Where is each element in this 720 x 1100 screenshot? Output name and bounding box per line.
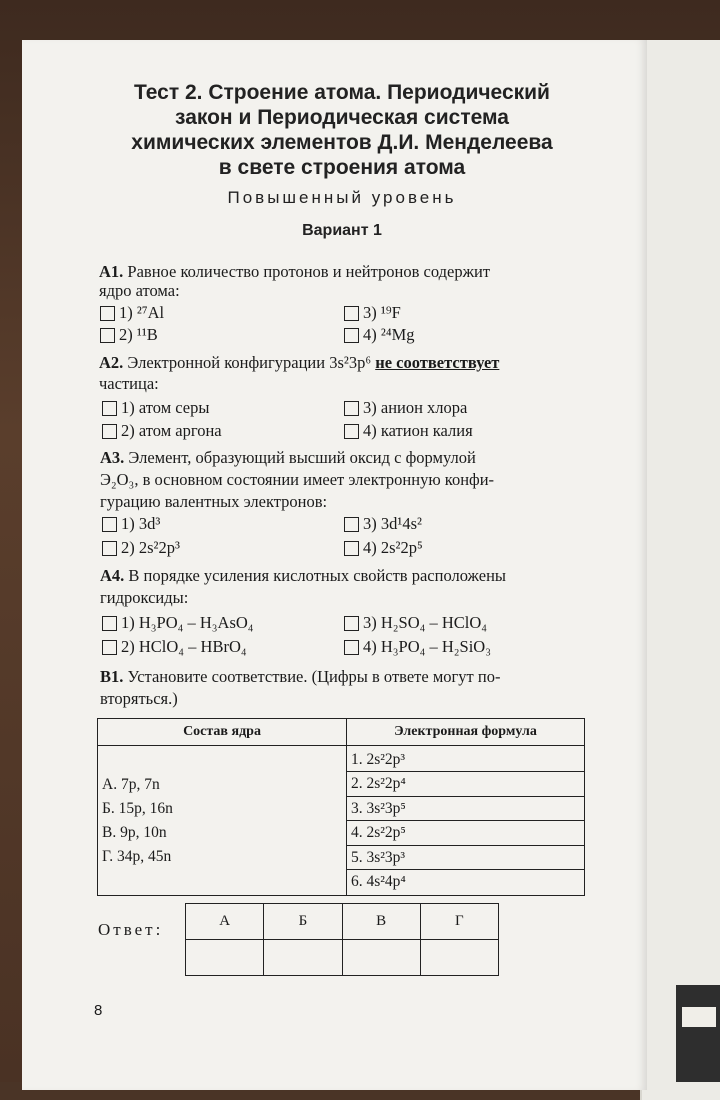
variant-heading: Вариант 1: [302, 222, 382, 239]
answer-cell-g[interactable]: [420, 940, 498, 976]
checkbox[interactable]: [102, 541, 117, 556]
checkbox[interactable]: [100, 306, 115, 321]
answer-col-header: А: [186, 904, 264, 940]
checkbox[interactable]: [344, 541, 359, 556]
a1-option-2[interactable]: [100, 325, 158, 345]
option-label: 2) ¹¹B: [119, 325, 158, 344]
thumbnail-image: [682, 1007, 716, 1027]
checkbox[interactable]: [102, 640, 117, 655]
a4-option-1[interactable]: [102, 613, 254, 633]
option-label: 1) атом серы: [121, 398, 210, 417]
answer-col-header: Г: [420, 904, 498, 940]
question-a3-text: [100, 448, 476, 468]
checkbox[interactable]: [102, 424, 117, 439]
question-a1-line2: ядро атома:: [99, 281, 180, 300]
question-b1-text: [100, 667, 500, 687]
a2-option-2[interactable]: [102, 421, 222, 441]
a4-option-4[interactable]: [344, 637, 491, 657]
a2-option-1[interactable]: [102, 398, 209, 418]
formula-item: 2. 2s²2p⁴: [347, 772, 584, 797]
option-label: 4) катион калия: [363, 421, 473, 440]
title-line: химических элементов Д.И. Менделеева: [131, 131, 553, 154]
a2-option-3[interactable]: [344, 398, 467, 418]
composition-item: А. 7p, 7n: [102, 775, 160, 793]
question-a3-line2: Э₂О₃, в основном состоянии имеет электронную конфи-: [100, 470, 495, 489]
a3-option-2[interactable]: [102, 538, 180, 558]
col-header-formula: Электронная формула: [347, 719, 585, 746]
question-a4-line1: В порядке усиления кислотных свойств расположены: [128, 566, 506, 585]
checkbox[interactable]: [344, 401, 359, 416]
answer-label: Ответ:: [98, 920, 164, 939]
question-a3-line1: Элемент, образующий высший оксид с формулой: [128, 448, 476, 467]
answer-cell-a[interactable]: [186, 940, 264, 976]
option-label: 2) HClO₄ – HBrO₄: [121, 637, 247, 656]
checkbox[interactable]: [344, 306, 359, 321]
composition-item: Г. 34p, 45n: [102, 847, 172, 865]
formula-item: 5. 3s²3p³: [347, 846, 584, 871]
question-a2-emphasis: не соответствует: [375, 353, 500, 372]
answer-cell-v[interactable]: [342, 940, 420, 976]
option-label: 2) атом аргона: [121, 421, 222, 440]
checkbox[interactable]: [102, 401, 117, 416]
option-label: 3) анион хлора: [363, 398, 468, 417]
page-title: [82, 80, 602, 180]
question-a2-line1: Электронной конфигурации 3s²3p⁶: [127, 353, 376, 372]
formula-item: 3. 3s²3p⁵: [347, 797, 584, 822]
question-a1-text: [99, 262, 490, 282]
difficulty-level: Повышенный уровень: [227, 188, 457, 207]
thumbnail-overlay: [676, 985, 720, 1082]
option-label: 3) 3d¹4s²: [363, 514, 422, 533]
question-a2-line2: частица:: [99, 374, 159, 393]
a3-option-3[interactable]: [344, 514, 422, 534]
a1-option-4[interactable]: [344, 325, 415, 345]
a3-option-1[interactable]: [102, 514, 160, 534]
title-line: в свете строения атома: [218, 156, 466, 179]
a3-option-4[interactable]: [344, 538, 423, 558]
checkbox[interactable]: [344, 640, 359, 655]
a4-option-2[interactable]: [102, 637, 247, 657]
option-label: 1) ²⁷Al: [119, 303, 165, 322]
formulas-cell: [347, 746, 585, 896]
a1-option-3[interactable]: [344, 303, 401, 323]
answer-cell-b[interactable]: [264, 940, 342, 976]
checkbox[interactable]: [344, 424, 359, 439]
compositions-cell: [98, 746, 347, 896]
book-page: [22, 40, 647, 1090]
option-label: 2) 2s²2p³: [121, 538, 180, 557]
title-line: Тест 2. Строение атома. Периодический: [134, 81, 550, 104]
option-label: 4) H₃PO₄ – H₂SiO₃: [363, 637, 491, 656]
composition-item: Б. 15p, 16n: [102, 799, 173, 817]
question-b1-line2: вторяться.): [100, 689, 178, 708]
question-b1-line1: Установите соответствие. (Цифры в ответе могут по-: [127, 667, 501, 686]
title-line: закон и Периодическая система: [175, 106, 509, 129]
checkbox[interactable]: [344, 616, 359, 631]
question-a3-label: А3.: [100, 448, 125, 467]
answer-col-header: Б: [264, 904, 342, 940]
formula-item: 6. 4s²4p⁴: [351, 873, 406, 890]
composition-item: В. 9p, 10n: [102, 823, 167, 841]
a2-option-4[interactable]: [344, 421, 473, 441]
question-a2-text: [99, 353, 499, 373]
matching-table: [97, 718, 585, 896]
formula-item: 4. 2s²2p⁵: [347, 821, 584, 846]
option-label: 4) ²⁴Mg: [363, 325, 415, 344]
question-b1-label: В1.: [100, 667, 124, 686]
formula-item: 1. 2s²2p³: [347, 748, 584, 773]
option-label: 4) 2s²2p⁵: [363, 538, 423, 557]
question-a1-line1: Равное количество протонов и нейтронов содержит: [127, 262, 491, 281]
col-header-composition: Состав ядра: [98, 719, 347, 746]
adjacent-page: [640, 40, 720, 1100]
question-a2-label: А2.: [99, 353, 124, 372]
answer-grid: [185, 903, 499, 976]
question-a1-label: А1.: [99, 262, 124, 281]
question-a4-label: А4.: [100, 566, 125, 585]
answer-col-header: В: [342, 904, 420, 940]
a4-option-3[interactable]: [344, 613, 487, 633]
checkbox[interactable]: [100, 328, 115, 343]
a1-option-1[interactable]: [100, 303, 164, 323]
option-label: 1) 3d³: [121, 514, 161, 533]
option-label: 1) H₃PO₄ – H₃AsO₄: [121, 613, 254, 632]
page-number: 8: [94, 1002, 103, 1019]
checkbox[interactable]: [344, 328, 359, 343]
checkbox[interactable]: [102, 616, 117, 631]
question-a3-line3: гурацию валентных электронов:: [100, 492, 328, 511]
question-a4-text: [100, 566, 506, 586]
option-label: 3) H₂SO₄ – HClO₄: [363, 613, 488, 632]
option-label: 3) ¹⁹F: [363, 303, 401, 322]
checkbox[interactable]: [102, 517, 117, 532]
checkbox[interactable]: [344, 517, 359, 532]
question-a4-line2: гидроксиды:: [100, 588, 189, 607]
